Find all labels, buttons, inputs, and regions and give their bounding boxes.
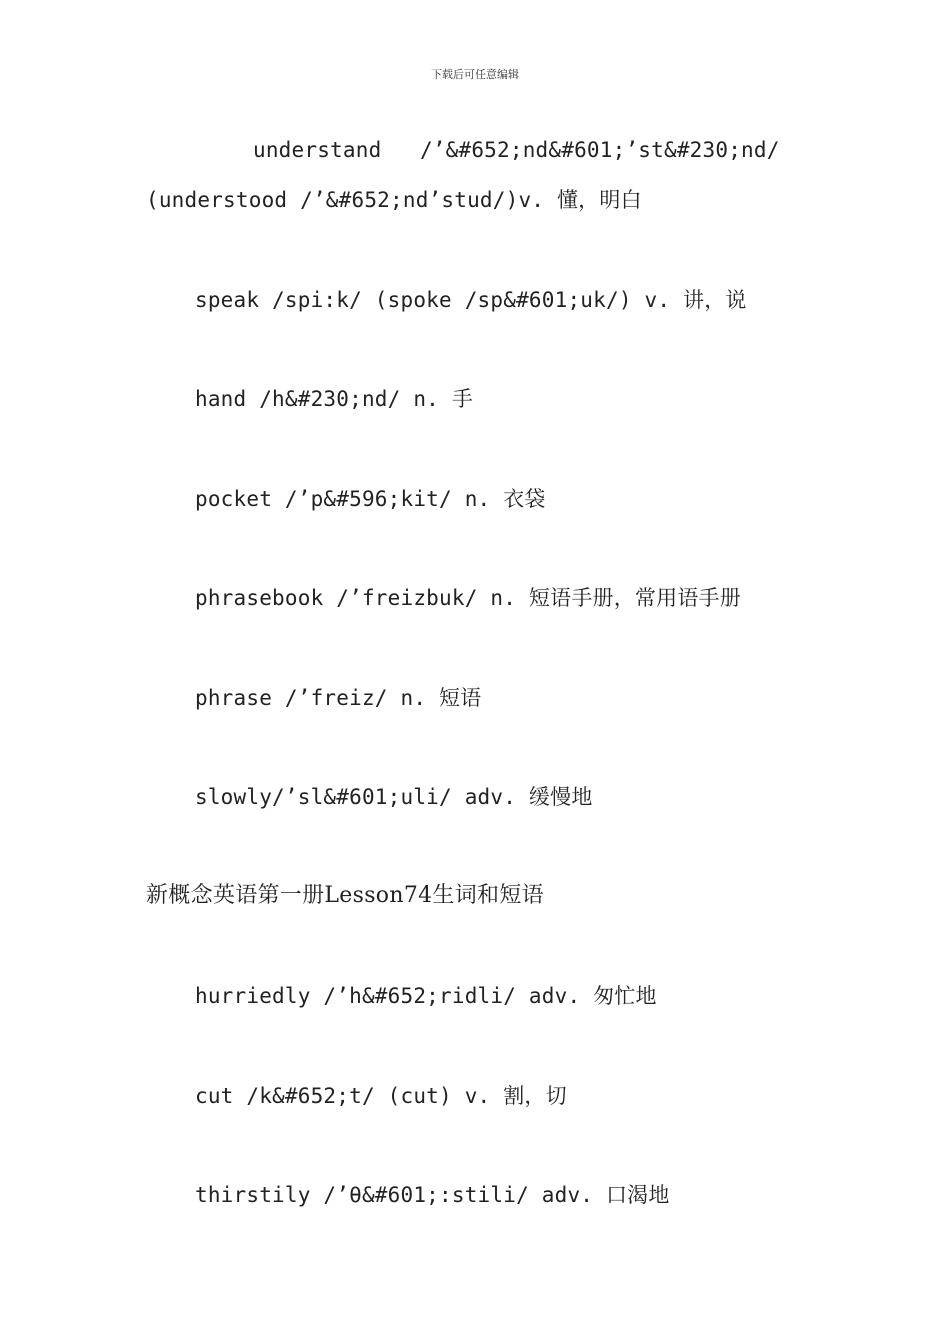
- vocab-entry-thirstily: thirstily /’θ&#601;:stili/ adv. 口渴地: [195, 1183, 670, 1207]
- vocab-entry-hurriedly: hurriedly /’h&#652;ridli/ adv. 匆忙地: [195, 984, 657, 1008]
- section-heading: 新概念英语第一册Lesson74生词和短语: [146, 883, 544, 908]
- vocab-entry-speak: speak /spi:k/ (spoke /sp&#601;uk/) v. 讲，说: [195, 288, 747, 312]
- vocab-entry-understand-line2: (understood /’&#652;nd’stud/)v. 懂，明白: [146, 188, 642, 212]
- vocab-entry-slowly: slowly/’sl&#601;uli/ adv. 缓慢地: [195, 785, 593, 809]
- vocab-entry-understand-line1: understand /’&#652;nd&#601;’st&#230;nd/: [253, 138, 780, 162]
- vocab-entry-pocket: pocket /’p&#596;kit/ n. 衣袋: [195, 487, 546, 511]
- vocab-entry-hand: hand /h&#230;nd/ n. 手: [195, 387, 474, 411]
- page-header: 下载后可任意编辑: [431, 68, 519, 81]
- vocab-entry-cut: cut /k&#652;t/ (cut) v. 割，切: [195, 1084, 567, 1108]
- vocab-entry-phrase: phrase /’freiz/ n. 短语: [195, 686, 482, 710]
- vocab-entry-phrasebook: phrasebook /’freizbuk/ n. 短语手册，常用语手册: [195, 586, 741, 610]
